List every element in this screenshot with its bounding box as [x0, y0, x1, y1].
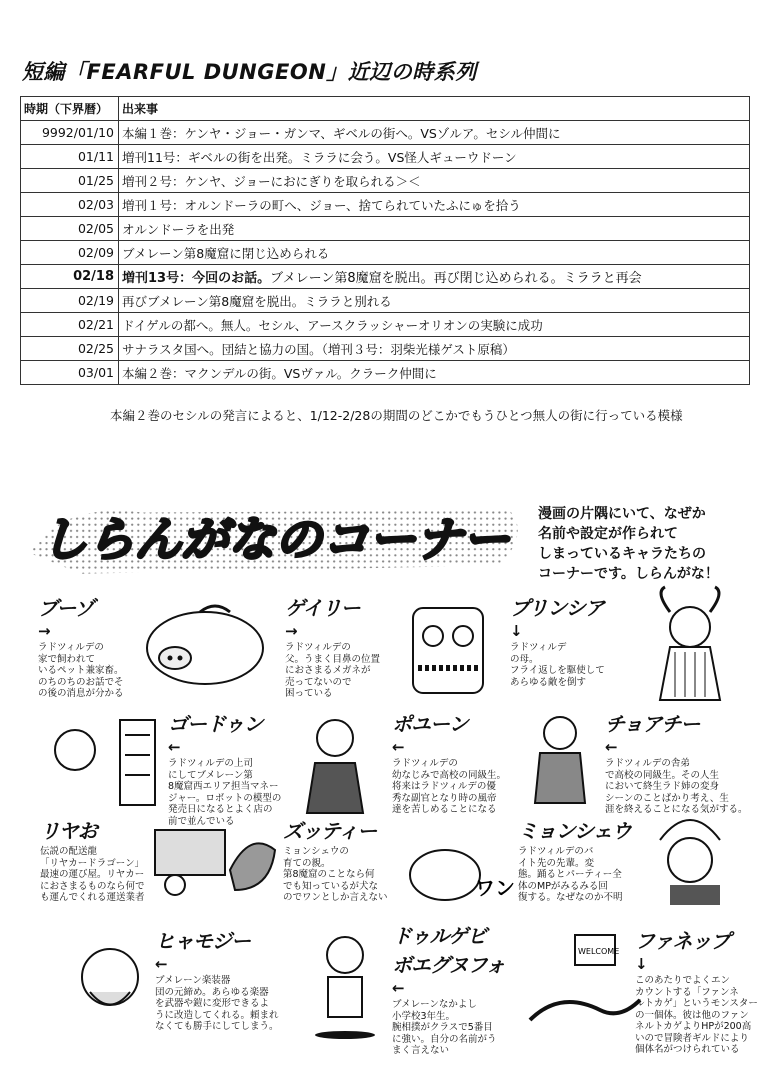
pointer-arrow-icon: ←: [155, 955, 168, 973]
character-name: リヤお: [40, 819, 97, 843]
table-row: [21, 193, 750, 217]
row-date: 01/11: [21, 145, 119, 169]
hyamoji-illustration: [65, 932, 155, 1022]
table-row: [21, 145, 750, 169]
character-name: ドゥルゲビ ボエグヌフォ: [392, 924, 505, 977]
character-card: [392, 920, 522, 1057]
table-row: [21, 217, 750, 241]
shirangana-corner: [0, 470, 770, 1088]
corner-description-line: コーナーです。しらんがな！: [538, 566, 719, 582]
corner-title-text: しらんがなのコーナー: [40, 512, 510, 568]
row-event: 再びブメレーン第8魔窟を脱出。ミララと別れる: [119, 289, 750, 313]
row-date: 9992/01/10: [21, 121, 119, 145]
character-name: ファネップ: [635, 929, 730, 953]
corner-description-line: しまっているキャラたちの: [538, 546, 706, 562]
corner-title-banner: [20, 492, 530, 584]
row-date: 02/09: [21, 241, 119, 265]
gary-illustration: [398, 598, 498, 698]
character-card: [605, 708, 765, 816]
character-description: ミョンシェウの 育ての親。 第8魔窟のことなら何 でも知っているが犬な のでワンとしか言えない: [283, 846, 388, 903]
character-name: ポユーン: [392, 712, 468, 736]
character-name: ゲイリー: [285, 596, 360, 620]
character-card: [40, 815, 155, 904]
corner-description: [538, 504, 758, 584]
character-description: ラドツィルデの 父。うまく目鼻の位置 におさまるメガネが 売ってないので 困っている: [285, 642, 381, 699]
princia-illustration: [640, 592, 750, 702]
character-name: チョアチー: [605, 712, 700, 736]
dog-illustration: [400, 830, 515, 920]
row-event: [119, 265, 750, 289]
timeline-table: [20, 96, 750, 385]
table-row: [21, 313, 750, 337]
character-description: このあたりでよくエン カウントする「ファンネ ルトカゲ」というモンスター の一個体。彼は他のファン ネルトカゲよりHPが200高 いので冒険者ギルドにより 個体名がつけられている: [635, 975, 758, 1055]
row-event-text: ブメレーン第8魔窟を脱出。再び閉じ込められる。ミララと再会: [270, 271, 642, 286]
character-description: ブメレーンなかよし 小学校3年生。 腕相撲がクラスで5番目 に強い。自分の名前がう まく言えない: [392, 999, 497, 1056]
character-name: ブーゾ: [38, 596, 94, 620]
character-card: [518, 815, 643, 904]
fanep-illustration: [520, 930, 650, 1040]
row-date: 03/01: [21, 361, 119, 385]
page-title: 短編「FEARFUL DUNGEON」近辺の時系列: [22, 60, 477, 84]
pointer-arrow-icon: ↓: [635, 955, 648, 973]
character-name: ゴードゥン: [168, 712, 263, 736]
pointer-arrow-icon: ←: [605, 738, 618, 756]
pointer-arrow-icon: ←: [392, 979, 405, 997]
column-header-event: 出来事: [119, 97, 750, 121]
footnote: 本編２巻のセシルの発言によると、1/12-2/28の期間のどこかでもうひとつ無人の街に行っている模様: [110, 408, 683, 423]
character-card: [168, 708, 298, 827]
character-description: 伝説の配送龍 「リヤカードラゴーン」 最速の運び屋。リヤカー におさまるものなら何で も運んでくれる運送業者: [40, 846, 145, 903]
table-row: [21, 241, 750, 265]
character-card: [392, 708, 517, 816]
godun-illustration: [40, 710, 170, 810]
table-header-row: [21, 97, 750, 121]
row-date: 02/19: [21, 289, 119, 313]
character-name: ズッティー: [283, 819, 377, 843]
pointer-arrow-icon: ←: [392, 738, 405, 756]
row-event: ブメレーン第8魔窟に閉じ込められる: [119, 241, 750, 265]
character-description: ラドツィルデ の母。 フライ返しを駆使して あらゆる敵を倒す: [510, 642, 605, 688]
welcome-sign: WELCOME: [578, 947, 620, 956]
pig-illustration: [140, 600, 270, 690]
character-card: [155, 925, 285, 1033]
character-description: ラドツィルデのバ イト先の先輩。変 態。踊るとパーティー全 体のMPがみるみる回 復する。なぜなのか不明: [518, 846, 623, 903]
character-card: [510, 592, 640, 688]
character-description: ラドツィルデの舎弟 で高校の同級生。その人生 において終生ラド姉の変身 シーンのことばかり考え、生 涯を終えることになる気がする。: [605, 758, 748, 815]
riyao-illustration: [150, 820, 280, 905]
row-date: 02/25: [21, 337, 119, 361]
row-event: 増刊２号：ケンヤ、ジョーにおにぎりを取られる＞＜: [119, 169, 750, 193]
character-card: [283, 815, 408, 904]
corner-description-line: 漫画の片隅にいて、なぜか: [538, 506, 706, 522]
character-name: ミョンシェウ: [518, 819, 631, 843]
table-row: [21, 289, 750, 313]
pointer-arrow-icon: →: [285, 622, 298, 640]
character-description: ラドツィルデの 家で飼われて いるペット兼家畜。 のちのちのお話でそ の後の消息が分かる: [38, 642, 124, 699]
row-event: オルンドーラを出発: [119, 217, 750, 241]
poyun-illustration: [295, 708, 375, 818]
character-description: ラドツィルデの上司 にしてブメレーン第 8魔窟西エリア担当マネー ジャー。ロボットの模型の 発売日になるとよく店の 前で並んでいる: [168, 758, 282, 827]
row-date: 02/21: [21, 313, 119, 337]
pointer-arrow-icon: →: [38, 622, 51, 640]
row-date: 02/05: [21, 217, 119, 241]
pointer-arrow-icon: ←: [168, 738, 181, 756]
row-event: 本編２巻：マクンデルの街。VSヴァル。クラーク仲間に: [119, 361, 750, 385]
myonsheu-illustration: [630, 810, 750, 910]
choachi-illustration: [515, 708, 605, 808]
character-description: ブメレーン楽装器 団の元締め。あらゆる楽器 を武器や鎧に変形できるよ うに改造してくれる。頼まれ なくても勝手にしてしまう。: [155, 975, 279, 1032]
column-header-date: 時期（下界暦）: [21, 97, 119, 121]
character-card: [38, 592, 148, 700]
table-row: [21, 121, 750, 145]
wan-sfx: ワン: [475, 876, 515, 900]
character-name: プリンシア: [510, 596, 604, 620]
table-row: [21, 361, 750, 385]
table-row: [21, 337, 750, 361]
row-date: 02/18: [21, 265, 119, 289]
corner-description-line: 名前や設定が作られて: [538, 526, 678, 542]
table-row: [21, 265, 750, 289]
dourugebi-illustration: [300, 925, 390, 1045]
pointer-arrow-icon: ↓: [510, 622, 523, 640]
character-card: [635, 925, 765, 1056]
row-event: 本編１巻：ケンヤ・ジョー・ガンマ、ギベルの街へ。VSゾルア。セシル仲間に: [119, 121, 750, 145]
row-date: 01/25: [21, 169, 119, 193]
row-event-highlight: 増刊13号：今回のお話。: [122, 271, 271, 286]
character-name: ヒャモジー: [155, 929, 250, 953]
character-description: ラドツィルデの 幼なじみで高校の同級生。 将来はラドツィルデの優 秀な副官となり時の風帝 達を苦しめることになる: [392, 758, 507, 815]
row-date: 02/03: [21, 193, 119, 217]
row-event: 増刊11号：ギベルの街を出発。ミララに会う。VS怪人ギューウドーン: [119, 145, 750, 169]
row-event: ドイゲルの都へ。無人。セシル、アースクラッシャーオリオンの実験に成功: [119, 313, 750, 337]
table-row: [21, 169, 750, 193]
character-card: [285, 592, 405, 700]
row-event: サナラスタ国へ。団結と協力の国。（増刊３号：羽柴光様ゲスト原稿）: [119, 337, 750, 361]
row-event: 増刊１号：オルンドーラの町へ、ジョー、捨てられていたふにゅを拾う: [119, 193, 750, 217]
